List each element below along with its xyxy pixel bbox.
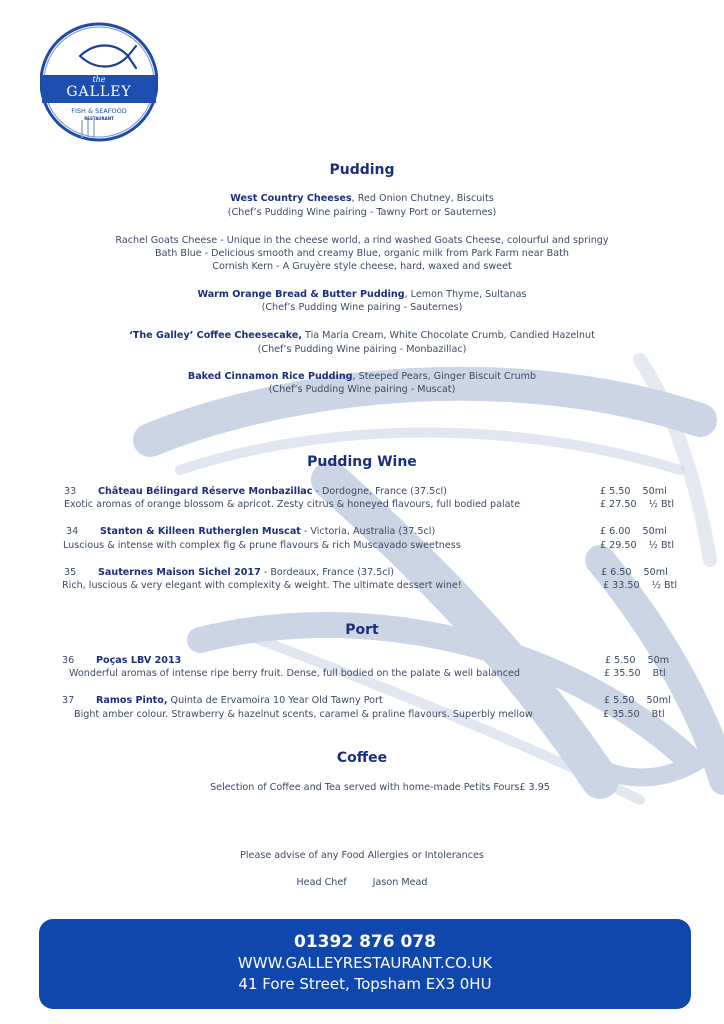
logo-the-text: the bbox=[92, 75, 106, 84]
item-number: 36 bbox=[62, 655, 75, 666]
logo-name-text: GALLEY bbox=[66, 84, 132, 100]
cheese-line: Bath Blue - Delicious smooth and creamy Blue, organic milk from Park Farm near Bath bbox=[155, 248, 569, 259]
item-name: Château Bélingard Réserve Monbazillac bbox=[98, 486, 313, 497]
logo-fish-seafood-text: FISH & SEAFOOD bbox=[71, 107, 127, 115]
item-name: West Country Cheeses bbox=[230, 193, 352, 204]
price-glass bbox=[605, 655, 669, 667]
chef-label: Head Chef bbox=[296, 877, 347, 888]
price-unit: Btl bbox=[652, 668, 666, 679]
tasting-notes: Exotic aromas of orange blossom & apricot. Zesty citrus & honeyed flavours, full bodied palate bbox=[64, 499, 521, 510]
item-name: Warm Orange Bread & Butter Pudding bbox=[197, 289, 405, 300]
restaurant-logo bbox=[40, 12, 158, 158]
tasting-notes: Luscious & intense with complex fig & prune flavours & rich Muscavado sweetness bbox=[63, 540, 461, 551]
price-bottle bbox=[600, 499, 674, 511]
item-name: Ramos Pinto, bbox=[96, 695, 168, 706]
allergy-note: Please advise of any Food Allergies or Intolerances bbox=[240, 850, 484, 861]
price-glass bbox=[604, 695, 671, 707]
pairing-note: (Chef’s Pudding Wine pairing - Sauternes) bbox=[261, 302, 463, 313]
item-number: 35 bbox=[64, 567, 77, 578]
price-unit: ½ Btl bbox=[648, 499, 674, 510]
menu-item-cheeses bbox=[0, 193, 724, 205]
price-value: £ 35.50 bbox=[604, 668, 641, 679]
item-origin: Quinta de Ervamoira 10 Year Old Tawny Port bbox=[167, 695, 383, 706]
item-origin: - Bordeaux, France (37.5cl) bbox=[260, 567, 395, 578]
website-link[interactable]: WWW.GALLEYRESTAURANT.CO.UK bbox=[237, 954, 493, 972]
price-bottle bbox=[603, 709, 665, 721]
price-value: £ 5.50 bbox=[604, 695, 635, 706]
price-unit: ½ Btl bbox=[648, 540, 674, 551]
price-value: £ 27.50 bbox=[600, 499, 637, 510]
price-glass bbox=[601, 567, 668, 579]
coffee-item bbox=[18, 782, 724, 794]
price-glass bbox=[600, 486, 667, 498]
price-unit: 50ml bbox=[643, 567, 668, 578]
port-item bbox=[62, 695, 383, 707]
item-name: Poças LBV 2013 bbox=[96, 655, 182, 666]
price-unit: ½ Btl bbox=[651, 580, 677, 591]
wine-item bbox=[64, 486, 447, 498]
item-number: 33 bbox=[64, 486, 77, 497]
pairing-note: (Chef’s Pudding Wine pairing - Monbazillac) bbox=[257, 344, 467, 355]
price-bottle bbox=[604, 668, 666, 680]
price-unit: 50ml bbox=[642, 526, 667, 537]
pairing-note: (Chef’s Pudding Wine pairing - Tawny Port or Sauternes) bbox=[227, 207, 497, 218]
section-title-pudding-wine: Pudding Wine bbox=[307, 454, 417, 470]
pairing-note: (Chef’s Pudding Wine pairing - Muscat) bbox=[268, 384, 456, 395]
price-bottle bbox=[600, 540, 674, 552]
cheese-line: Rachel Goats Cheese - Unique in the cheese world, a rind washed Goats Cheese, colourful and springy bbox=[115, 235, 609, 246]
contact-footer bbox=[39, 919, 691, 1009]
logo-restaurant-text: RESTAURANT bbox=[84, 116, 114, 121]
price-value: £ 6.50 bbox=[601, 567, 632, 578]
wine-item bbox=[64, 567, 394, 579]
price-value: £ 35.50 bbox=[603, 709, 640, 720]
head-chef-line bbox=[0, 877, 724, 889]
tasting-notes: Rich, luscious & very elegant with complexity & weight. The ultimate dessert wine! bbox=[62, 580, 462, 591]
price-value: £ 5.50 bbox=[600, 486, 631, 497]
item-name: Stanton & Killeen Rutherglen Muscat bbox=[100, 526, 301, 537]
wine-item bbox=[66, 526, 435, 538]
price-unit: 50ml bbox=[646, 695, 671, 706]
address: 41 Fore Street, Topsham EX3 0HU bbox=[238, 975, 492, 993]
item-desc: Tia Maria Cream, White Chocolate Crumb, Candied Hazelnut bbox=[301, 330, 595, 341]
price-unit: 50m bbox=[647, 655, 670, 666]
phone-number[interactable]: 01392 876 078 bbox=[294, 932, 436, 952]
item-name: Baked Cinnamon Rice Pudding bbox=[187, 371, 353, 382]
item-desc: , Steeped Pears, Ginger Biscuit Crumb bbox=[352, 371, 537, 382]
menu-item bbox=[0, 371, 724, 383]
cheese-line: Cornish Kern - A Gruyère style cheese, hard, waxed and sweet bbox=[212, 261, 512, 272]
item-name: Sauternes Maison Sichel 2017 bbox=[98, 567, 261, 578]
tasting-notes: Bight amber colour. Strawberry & hazelnut scents, caramel & praline flavours. Superbly mellow bbox=[74, 709, 533, 720]
price-glass bbox=[600, 526, 667, 538]
item-desc: , Red Onion Chutney, Biscuits bbox=[351, 193, 494, 204]
item-number: 34 bbox=[66, 526, 79, 537]
port-item bbox=[62, 655, 181, 667]
item-desc: , Lemon Thyme, Sultanas bbox=[404, 289, 527, 300]
price-unit: Btl bbox=[651, 709, 665, 720]
coffee-desc: Selection of Coffee and Tea served with home-made Petits Fours bbox=[210, 782, 520, 793]
price-value: £ 5.50 bbox=[605, 655, 636, 666]
item-name: ‘The Galley’ Coffee Cheesecake, bbox=[129, 330, 302, 341]
section-title-port: Port bbox=[345, 622, 379, 638]
section-title-pudding: Pudding bbox=[329, 162, 395, 178]
section-title-coffee: Coffee bbox=[336, 750, 388, 766]
item-number: 37 bbox=[62, 695, 75, 706]
coffee-price: £ 3.95 bbox=[519, 782, 550, 793]
menu-item bbox=[0, 289, 724, 301]
price-value: £ 29.50 bbox=[600, 540, 637, 551]
item-origin: - Victoria, Australia (37.5cl) bbox=[300, 526, 436, 537]
menu-item bbox=[0, 330, 724, 342]
item-origin: - Dordogne, France (37.5cl) bbox=[312, 486, 447, 497]
price-bottle bbox=[603, 580, 677, 592]
chef-name: Jason Mead bbox=[372, 877, 428, 888]
price-value: £ 6.00 bbox=[600, 526, 631, 537]
price-value: £ 33.50 bbox=[603, 580, 640, 591]
price-unit: 50ml bbox=[642, 486, 667, 497]
tasting-notes: Wonderful aromas of intense ripe berry fruit. Dense, full bodied on the palate & well balanced bbox=[69, 668, 520, 679]
